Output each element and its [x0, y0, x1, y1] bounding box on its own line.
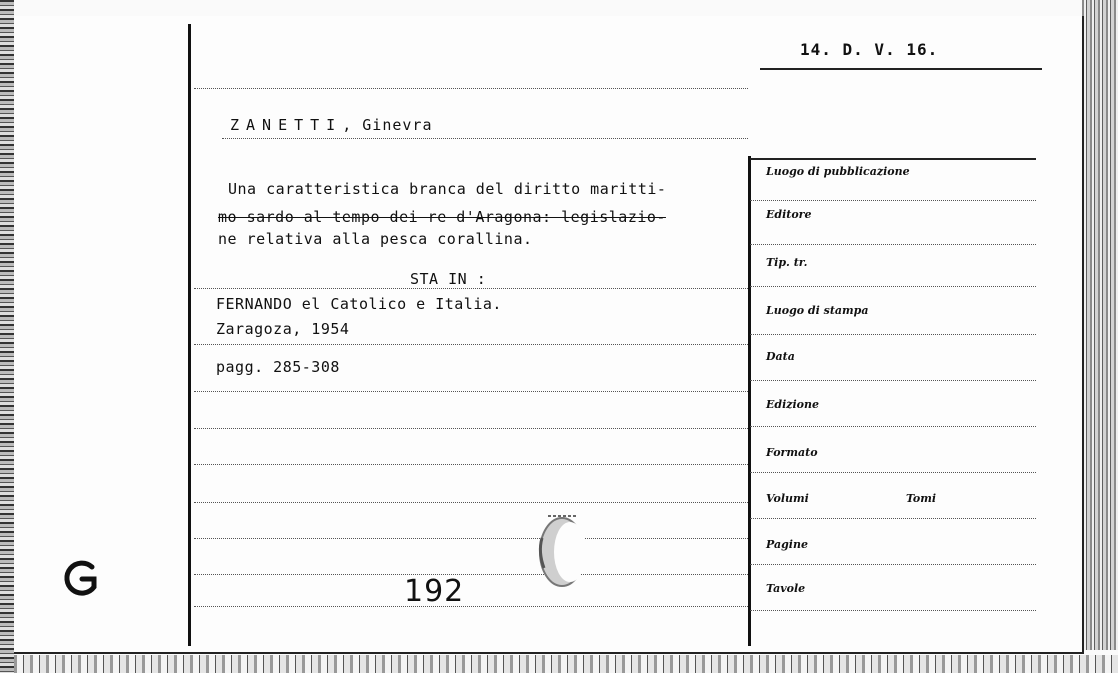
field-rule: [750, 200, 1036, 201]
field-rule: [750, 380, 1036, 381]
field-column-line: [748, 156, 751, 646]
field-rule: [750, 518, 1036, 519]
scan-bottom-edge: [14, 655, 1118, 673]
field-rule: [750, 610, 1036, 611]
field-rule: [750, 244, 1036, 245]
rule-line: [194, 464, 748, 465]
title-line-3: ne relativa alla pesca corallina.: [218, 230, 533, 248]
field-rule: [750, 472, 1036, 473]
title-line-1: Una caratteristica branca del diritto maritti-: [228, 180, 667, 198]
pages: pagg. 285-308: [216, 358, 340, 376]
scan-left-edge: [0, 0, 14, 673]
title-line-2: mo sardo al tempo dei re d'Aragona: legislazio-: [218, 208, 666, 226]
author-surname: ZANETTI: [230, 116, 343, 134]
place-year: Zaragoza, 1954: [216, 320, 350, 338]
field-tipografia: Tip. tr.: [766, 256, 808, 269]
field-edizione: Edizione: [766, 398, 820, 411]
library-stamp: [528, 508, 600, 592]
scan-right-edge: [1082, 0, 1118, 650]
field-data: Data: [766, 350, 795, 363]
rule-line: [194, 538, 748, 539]
field-tomi: Tomi: [906, 492, 937, 505]
rule-line: [194, 288, 748, 289]
field-luogo-pubblicazione: Luogo di pubblicazione: [766, 165, 910, 178]
field-rule: [750, 564, 1036, 565]
author-name: [230, 116, 433, 134]
field-formato: Formato: [766, 446, 818, 459]
source-title: FERNANDO el Catolico e Italia.: [216, 295, 502, 313]
rule-line: [194, 606, 748, 607]
field-rule: [750, 334, 1036, 335]
author-comma: ,: [342, 116, 363, 134]
field-tavole: Tavole: [766, 582, 806, 595]
field-editore: Editore: [766, 208, 812, 221]
in-label: STA IN :: [410, 270, 487, 288]
rule-line: [194, 391, 748, 392]
rule-line: [194, 88, 748, 89]
call-number: 14. D. V. 16.: [800, 40, 939, 59]
field-luogo-stampa: Luogo di stampa: [766, 304, 869, 317]
g-logo-icon: [58, 555, 104, 601]
handwritten-number: 192: [404, 574, 465, 609]
rule-line: [194, 428, 748, 429]
author-given: Ginevra: [362, 116, 433, 134]
field-pagine: Pagine: [766, 538, 808, 551]
rule-line: [194, 344, 748, 345]
call-number-underline: [760, 68, 1042, 70]
rule-line: [194, 574, 748, 575]
field-rule: [750, 426, 1036, 427]
left-margin-line: [188, 24, 191, 646]
field-rule: [750, 286, 1036, 287]
field-header-rule: [750, 158, 1036, 160]
rule-line: [194, 502, 748, 503]
rule-line: [222, 138, 748, 139]
field-volumi: Volumi: [766, 492, 809, 505]
